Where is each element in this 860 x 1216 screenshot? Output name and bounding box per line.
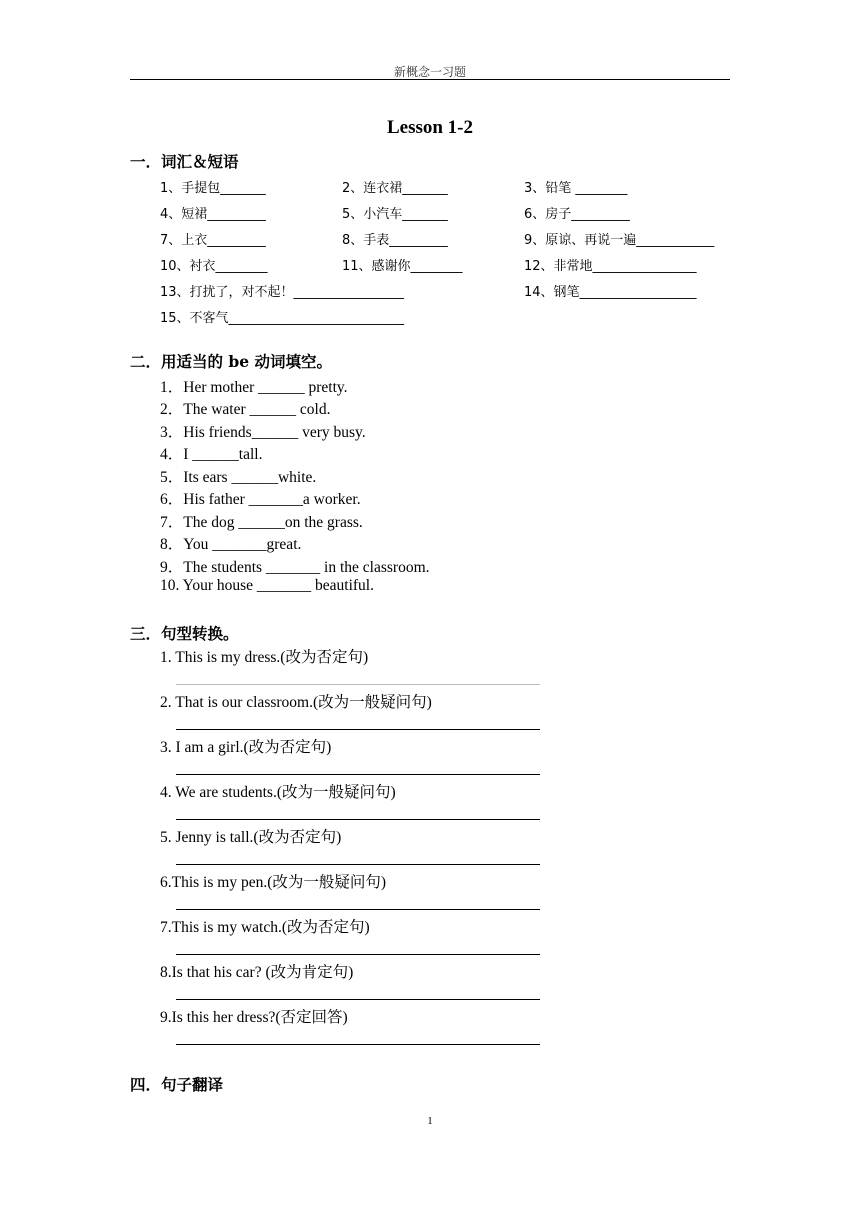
section-1-heading: 一．词汇＆短语 [130, 152, 239, 171]
answer-line [176, 864, 540, 865]
fill-in-item: 1．Her mother ______ pretty. [160, 379, 348, 396]
vocab-item: 9、原谅、再说一遍____________ [524, 233, 715, 248]
fill-in-item: 2．The water ______ cold. [160, 401, 331, 418]
transform-item: 7.This is my watch.(改为否定句) [160, 919, 370, 936]
transform-item: 8.Is that his car? (改为肯定句) [160, 964, 354, 981]
fill-in-item: 8．You _______great. [160, 536, 302, 553]
vocab-item: 11、感谢你________ [342, 259, 463, 274]
answer-line [176, 999, 540, 1000]
fill-in-item: 5．Its ears ______white. [160, 469, 317, 486]
vocab-item: 8、手表_________ [342, 233, 448, 248]
vocab-item: 1、手提包_______ [160, 181, 266, 196]
answer-line [176, 909, 540, 910]
lesson-title: Lesson 1-2 [386, 117, 474, 138]
answer-line [176, 684, 540, 685]
page-number: 1 [427, 1115, 433, 1127]
transform-item: 5. Jenny is tall.(改为否定句) [160, 829, 342, 846]
transform-item: 9.Is this her dress?(否定回答) [160, 1009, 348, 1026]
answer-line [176, 1044, 540, 1045]
transform-item: 4. We are students.(改为一般疑问句) [160, 784, 396, 801]
vocab-item: 7、上衣_________ [160, 233, 266, 248]
transform-item: 2. That is our classroom.(改为一般疑问句) [160, 694, 432, 711]
fill-in-item: 3．His friends______ very busy. [160, 424, 366, 441]
answer-line [176, 954, 540, 955]
vocab-item: 13、打扰了，对不起！_________________ [160, 285, 405, 300]
transform-item: 3. I am a girl.(改为否定句) [160, 739, 332, 756]
fill-in-item: 6．His father _______a worker. [160, 491, 361, 508]
page-header: 新概念一习题 [393, 65, 466, 79]
vocab-item: 12、非常地________________ [524, 259, 697, 274]
vocab-item: 10、衬衣________ [160, 259, 268, 274]
vocab-item: 14、钢笔__________________ [524, 285, 697, 300]
section-2-heading: 二．用适当的 be 动词填空。 [130, 352, 332, 371]
vocab-item: 2、连衣裙_______ [342, 181, 448, 196]
header-rule [130, 79, 730, 80]
answer-line [176, 774, 540, 775]
answer-line [176, 729, 540, 730]
vocab-item: 4、短裙_________ [160, 207, 266, 222]
fill-in-item: 7．The dog ______on the grass. [160, 514, 363, 531]
vocab-item: 15、不客气___________________________ [160, 311, 405, 326]
section-4-heading: 四．句子翻译 [130, 1075, 224, 1094]
vocab-item: 3、铅笔 ________ [524, 181, 628, 196]
vocab-item: 6、房子_________ [524, 207, 630, 222]
section-3-heading: 三．句型转换。 [130, 624, 239, 643]
answer-line [176, 819, 540, 820]
vocab-item: 5、小汽车_______ [342, 207, 448, 222]
transform-item: 6.This is my pen.(改为一般疑问句) [160, 874, 387, 891]
fill-in-item: 10. Your house _______ beautiful. [160, 577, 374, 594]
fill-in-item: 4．I ______tall. [160, 446, 263, 463]
transform-item: 1. This is my dress.(改为否定句) [160, 649, 369, 666]
fill-in-item: 9．The students _______ in the classroom. [160, 559, 430, 576]
